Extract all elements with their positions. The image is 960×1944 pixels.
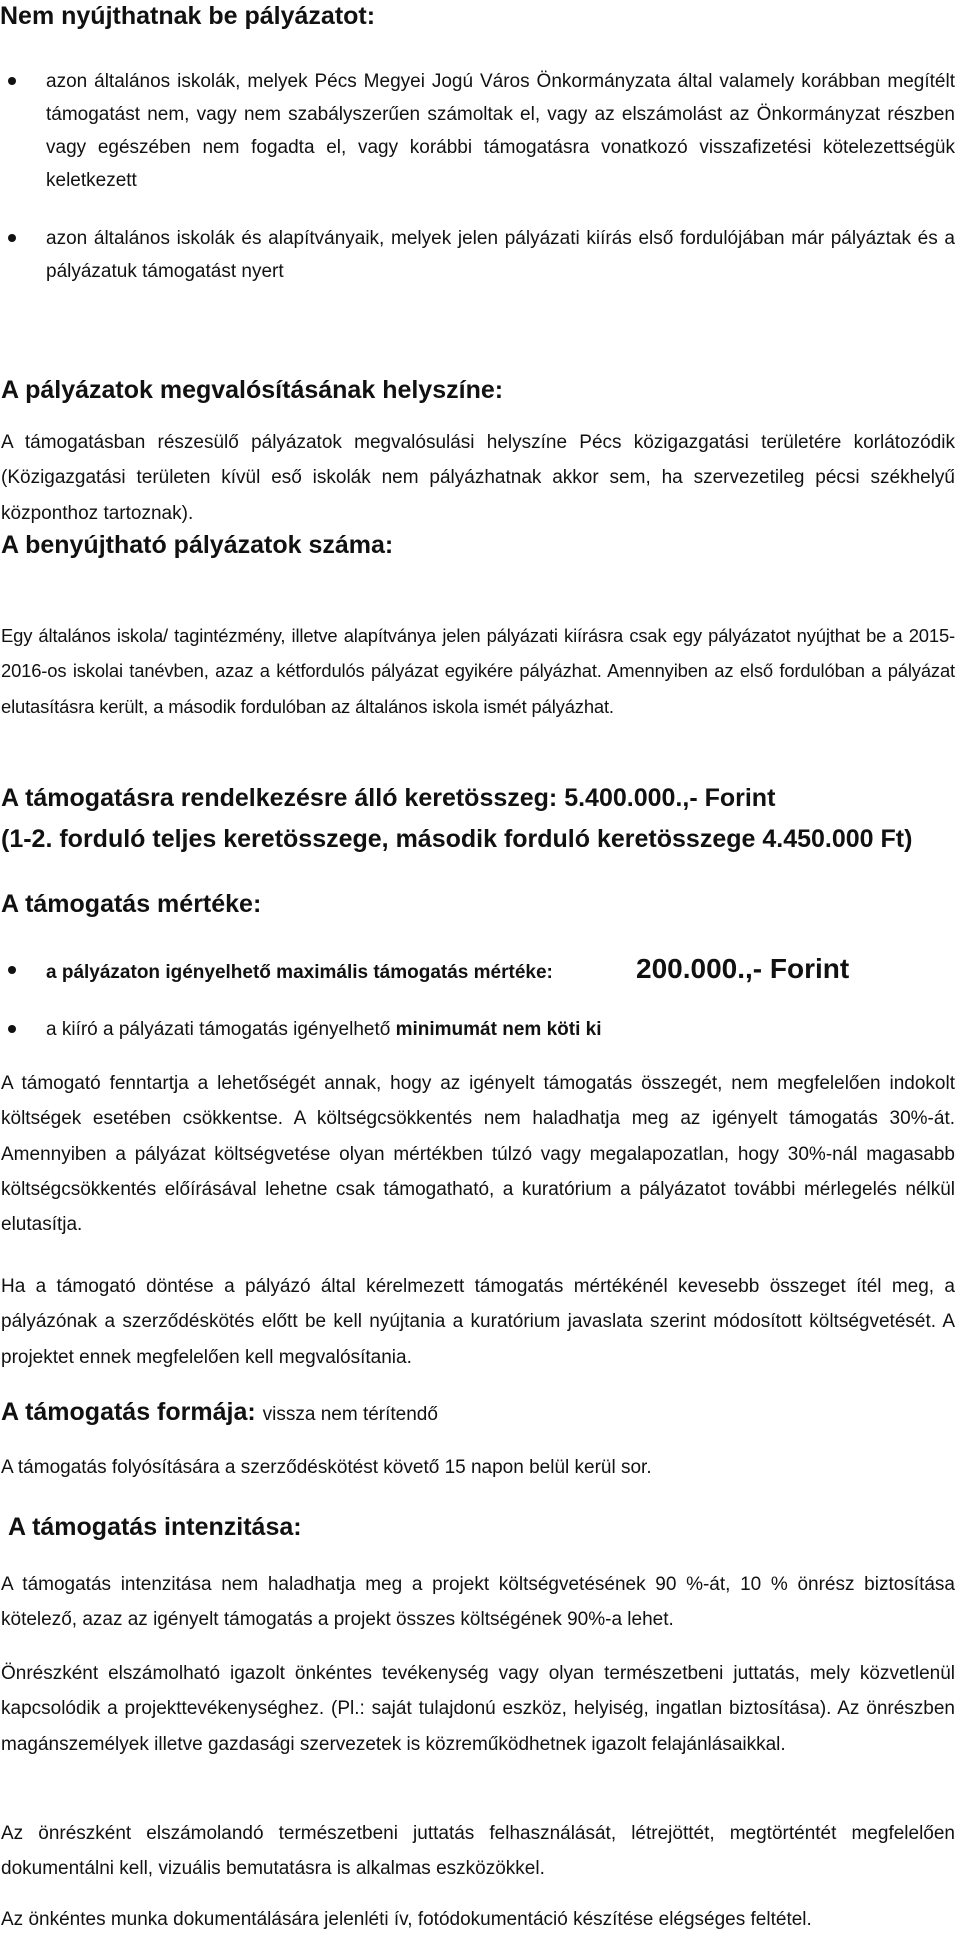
paragraph-count: Egy általános iskola/ tagintézmény, illetve alapítványa jelen pályázati kiírásra csak egy pályázatot nyújthat be a 2015-2016-os iskolai tanévben, azaz a kétfordulós pályázat egyikére pályázhat. Amennyiben az első fordulóban a pályázat elutasításra került, a második fordulóban az általános iskola ismét pályázhat. <box>1 625 955 717</box>
list-item-max-amount <box>0 952 955 989</box>
bullet-icon <box>8 77 16 85</box>
max-amount-label: a pályázaton igényelhető maximális támogatás mértéke: <box>46 962 553 983</box>
heading-count: A benyújtható pályázatok száma: <box>1 531 394 559</box>
heading-form-label: A támogatás formája: <box>1 1398 256 1426</box>
heading-amount: A támogatás mértéke: <box>1 890 262 918</box>
heading-form-value: vissza nem térítendő <box>262 1404 438 1425</box>
bullet-icon <box>8 234 16 242</box>
bullet-icon <box>8 966 16 974</box>
paragraph-amount-2: Ha a támogató döntése a pályázó által kérelmezett támogatás mértékénél kevesebb összeget ítél meg, a pályázónak a szerződéskötés előtt be kell nyújtania a kuratórium javaslata szerint módosított költségvetését. A projektet ennek megfelelően kell megvalósítania. <box>1 1276 955 1368</box>
heading-intensity: A támogatás intenzitása: <box>8 1513 302 1541</box>
paragraph-location: A támogatásban részesülő pályázatok megvalósulási helyszíne Pécs közigazgatási területére korlátozódik (Közigazgatási területen kívül eső iskolák nem pályázhatnak akkor sem, ha szervezetileg pécsi székhelyű központhoz tartoznak). <box>1 432 955 524</box>
min-amount-bold: minimumát nem köti ki <box>395 1019 602 1040</box>
paragraph-intensity-1: A támogatás intenzitása nem haladhatja meg a projekt költségvetésének 90 %-át, 10 % önrész biztosítása kötelező, azaz az igényelt támogatás a projekt összes költségének 90%-a lehet. <box>1 1574 955 1631</box>
paragraph-form: A támogatás folyósítására a szerződéskötést követő 15 napon belül kerül sor. <box>1 1457 652 1478</box>
list-item <box>0 65 955 197</box>
paragraph-amount-1: A támogató fenntartja a lehetőségét annak, hogy az igényelt támogatás összegét, nem megfelelően indokolt költségek esetében csökkentse. A költségcsökkentés nem haladhatja meg az igényelt támogatás 30%-át. Amennyiben a pályázat költségvetése olyan mértékben túlzó vagy megalapozatlan, hogy 30%-nál magasabb költségcsökkentés előírásával lehetne csak támogatható, a kuratórium a pályázatot további mérlegelés nélkül elutasítja. <box>1 1073 955 1236</box>
paragraph-intensity-4: Az önkéntes munka dokumentálására jelenléti ív, fotódokumentáció készítése elégséges feltétel. <box>1 1909 812 1930</box>
heading-form <box>1 1396 960 1431</box>
budget-line-2: (1-2. forduló teljes keretösszege, második forduló keretösszege 4.450.000 Ft) <box>1 825 913 853</box>
list-item-text: azon általános iskolák, melyek Pécs Megyei Jogú Város Önkormányzata által valamely korábban megítélt támogatást nem, vagy nem szabályszerűen számoltak el, vagy az elszámolást az Önkormányzat részben vagy egészében nem fogadta el, vagy korábbi támogatásra vonatkozó visszafizetési kötelezettségük keletkezett <box>46 71 955 191</box>
heading-location: A pályázatok megvalósításának helyszíne: <box>1 376 504 404</box>
list-item-text: azon általános iskolák és alapítványaik, melyek jelen pályázati kiírás első fordulójában már pályáztak és a pályázatuk támogatást nyert <box>46 228 955 282</box>
list-item-min-amount <box>0 1013 955 1046</box>
paragraph-intensity-2: Önrészként elszámolható igazolt önkéntes tevékenység vagy olyan természetbeni juttatás, mely közvetlenül kapcsolódik a projekttevékenységhez. (Pl.: saját tulajdonú eszköz, helyiség, ingatlan biztosítása). Az önrészben magánszemélyek illetve gazdasági szervezetek is közreműködhetnek igazolt felajánlásaikkal. <box>1 1663 955 1755</box>
paragraph-intensity-3: Az önrészként elszámolandó természetbeni juttatás felhasználását, létrejöttét, megtörténtét megfelelően dokumentálni kell, vizuális bemutatásra is alkalmas eszközökkel. <box>1 1823 955 1880</box>
min-amount-text: a kiíró a pályázati támogatás igényelhető <box>46 1019 391 1040</box>
max-amount-value: 200.000.,- Forint <box>636 953 850 984</box>
bullet-icon <box>8 1025 16 1033</box>
list-item <box>0 222 955 288</box>
budget-line-1: A támogatásra rendelkezésre álló keretösszeg: 5.400.000.,- Forint <box>1 784 776 812</box>
heading-excluded: Nem nyújthatnak be pályázatot: <box>0 2 376 30</box>
